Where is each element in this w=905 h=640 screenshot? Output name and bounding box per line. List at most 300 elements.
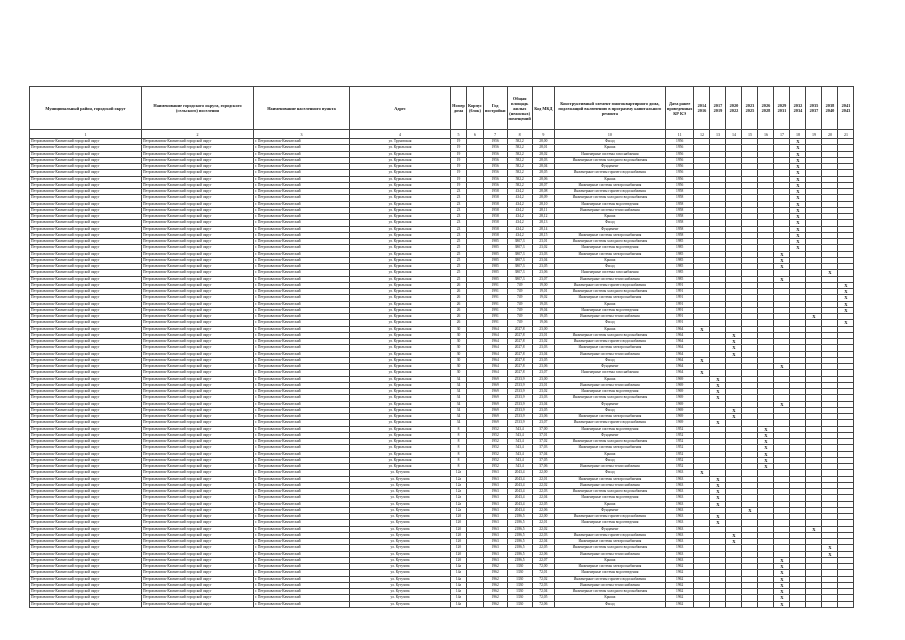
cell-house: 30 xyxy=(451,357,467,363)
cell-municipality: Петропавловск-Камчатский городской округ xyxy=(142,526,254,532)
cell-house: 34 xyxy=(451,376,467,382)
cell-element: Инженерные системы холодного водоснабжения xyxy=(554,395,665,401)
cell-period: X xyxy=(790,189,806,195)
cell-district: Петропавловск-Камчатский городской округ xyxy=(30,439,142,445)
cell-code: 37,00 xyxy=(532,426,554,432)
cell-area: 749 xyxy=(507,307,532,313)
cell-address: ул. Курильская xyxy=(350,382,451,388)
cell-district: Петропавловск-Камчатский городской округ xyxy=(30,464,142,470)
cell-locality: г. Петропавловск-Камчатский xyxy=(254,407,350,413)
cell-prior-date: 1991 xyxy=(665,320,694,326)
cell-period: X xyxy=(774,276,790,282)
cell-area: 543,4 xyxy=(507,451,532,457)
cell-house: 12б xyxy=(451,520,467,526)
cell-period: X xyxy=(838,282,854,288)
cell-house: 8 xyxy=(451,445,467,451)
cell-prior-date: 1958 xyxy=(665,232,694,238)
cell-house: 12а xyxy=(451,495,467,501)
cell-house: 30 xyxy=(451,351,467,357)
cell-municipality: Петропавловск-Камчатский городской округ xyxy=(142,257,254,263)
cell-area: 2027,8 xyxy=(507,364,532,370)
cell-period: X xyxy=(710,389,726,395)
cell-area: 3807,3 xyxy=(507,270,532,276)
cell-area: 2533,9 xyxy=(507,395,532,401)
cell-address: ул. Курильская xyxy=(350,345,451,351)
cell-element: Инженерные системы теплоснабжения xyxy=(554,382,665,388)
cell-municipality: Петропавловск-Камчатский городской округ xyxy=(142,545,254,551)
cell-municipality: Петропавловск-Камчатский городской округ xyxy=(142,326,254,332)
cell-municipality: Петропавловск-Камчатский городской округ xyxy=(142,489,254,495)
cell-prior-date: 1963 xyxy=(665,551,694,557)
cell-district: Петропавловск-Камчатский городской округ xyxy=(30,401,142,407)
cell-district: Петропавловск-Камчатский городской округ xyxy=(30,420,142,426)
cell-municipality: Петропавловск-Камчатский городской округ xyxy=(142,239,254,245)
cell-house: 14а xyxy=(451,570,467,576)
cell-house: 14а xyxy=(451,582,467,588)
cell-municipality: Петропавловск-Камчатский городской округ xyxy=(142,245,254,251)
cell-prior-date: 1956 xyxy=(665,139,694,145)
cell-locality: г. Петропавловск-Камчатский xyxy=(254,370,350,376)
cell-district: Петропавловск-Камчатский городской округ xyxy=(30,151,142,157)
cell-house: 34 xyxy=(451,382,467,388)
cell-area: 2043,4 xyxy=(507,476,532,482)
cell-element: Крыша xyxy=(554,376,665,382)
cell-house: 30 xyxy=(451,332,467,338)
cell-year: 1962 xyxy=(483,595,507,601)
cell-code: 28,09 xyxy=(532,195,554,201)
column-header: 2038 2040 xyxy=(822,87,838,130)
cell-district: Петропавловск-Камчатский городской округ xyxy=(30,164,142,170)
cell-prior-date: 1963 xyxy=(665,489,694,495)
cell-district: Петропавловск-Камчатский городской округ xyxy=(30,495,142,501)
cell-prior-date: 1962 xyxy=(665,595,694,601)
cell-element: Крыша xyxy=(554,214,665,220)
cell-address: ул. Курильская xyxy=(350,157,451,163)
cell-district: Петропавловск-Камчатский городской округ xyxy=(30,189,142,195)
cell-house: 30 xyxy=(451,339,467,345)
cell-house: 25 xyxy=(451,270,467,276)
cell-period xyxy=(790,601,806,607)
cell-period xyxy=(838,601,854,607)
cell-locality: г. Петропавловск-Камчатский xyxy=(254,264,350,270)
cell-address: ул. Курильская xyxy=(350,414,451,420)
cell-element: Инженерные системы холодного водоснабжения xyxy=(554,239,665,245)
cell-prior-date: 1964 xyxy=(665,364,694,370)
cell-prior-date: 1991 xyxy=(665,307,694,313)
cell-locality: г. Петропавловск-Камчатский xyxy=(254,451,350,457)
cell-prior-date: 1958 xyxy=(665,220,694,226)
cell-element: Фундамент xyxy=(554,507,665,513)
capital-repair-table xyxy=(29,86,854,608)
cell-year: 1956 xyxy=(483,164,507,170)
cell-year: 1991 xyxy=(483,307,507,313)
cell-prior-date: 1964 xyxy=(665,345,694,351)
cell-code: 19,02 xyxy=(532,295,554,301)
cell-district: Петропавловск-Камчатский городской округ xyxy=(30,532,142,538)
cell-prior-date: 1964 xyxy=(665,351,694,357)
cell-code: 28,08 xyxy=(532,189,554,195)
cell-element: Фасад xyxy=(554,357,665,363)
cell-element: Инженерные системы водоотведения xyxy=(554,245,665,251)
cell-municipality: Петропавловск-Камчатский городской округ xyxy=(142,270,254,276)
cell-element: Фасад xyxy=(554,470,665,476)
cell-municipality: Петропавловск-Камчатский городской округ xyxy=(142,532,254,538)
cell-locality: г. Петропавловск-Камчатский xyxy=(254,470,350,476)
cell-year: 1969 xyxy=(483,395,507,401)
cell-prior-date: 1963 xyxy=(665,514,694,520)
cell-year: 1962 xyxy=(483,589,507,595)
cell-district: Петропавловск-Камчатский городской округ xyxy=(30,482,142,488)
cell-period: X xyxy=(790,164,806,170)
cell-district: Петропавловск-Камчатский городской округ xyxy=(30,245,142,251)
cell-element: Инженерные системы теплоснабжения xyxy=(554,207,665,213)
cell-code: 72,00 xyxy=(532,564,554,570)
cell-house: 34 xyxy=(451,420,467,426)
cell-year: 1963 xyxy=(483,539,507,545)
cell-district: Петропавловск-Камчатский городской округ xyxy=(30,389,142,395)
cell-locality: г. Петропавловск-Камчатский xyxy=(254,364,350,370)
cell-municipality: Петропавловск-Камчатский городской округ xyxy=(142,182,254,188)
cell-district: Петропавловск-Камчатский городской округ xyxy=(30,357,142,363)
cell-district: Петропавловск-Камчатский городской округ xyxy=(30,251,142,257)
cell-year: 1964 xyxy=(483,370,507,376)
cell-district: Петропавловск-Камчатский городской округ xyxy=(30,457,142,463)
column-header: 2017 2019 xyxy=(710,87,726,130)
cell-year: 1964 xyxy=(483,357,507,363)
cell-area: 749 xyxy=(507,295,532,301)
cell-area: 434,2 xyxy=(507,214,532,220)
cell-address: ул. Курильская xyxy=(350,282,451,288)
cell-address: ул. Курильская xyxy=(350,207,451,213)
cell-prior-date: 1963 xyxy=(665,495,694,501)
cell-area: 3807,3 xyxy=(507,239,532,245)
cell-code: 19,05 xyxy=(532,314,554,320)
cell-house: 12б xyxy=(451,551,467,557)
cell-element: Фасад xyxy=(554,457,665,463)
cell-locality: г. Петропавловск-Камчатский xyxy=(254,495,350,501)
cell-area: 582,2 xyxy=(507,145,532,151)
cell-area: 2027,8 xyxy=(507,326,532,332)
cell-address: ул. Курильская xyxy=(350,426,451,432)
cell-area: 749 xyxy=(507,282,532,288)
cell-element: Инженерные системы электроснабжения xyxy=(554,476,665,482)
cell-area: 2186,5 xyxy=(507,557,532,563)
cell-municipality: Петропавловск-Камчатский городской округ xyxy=(142,139,254,145)
cell-area: 543,4 xyxy=(507,439,532,445)
cell-element: Инженерные системы горячего водоснабжения xyxy=(554,189,665,195)
cell-locality: г. Петропавловск-Камчатский xyxy=(254,320,350,326)
cell-locality: г. Петропавловск-Камчатский xyxy=(254,276,350,282)
cell-municipality: Петропавловск-Камчатский городской округ xyxy=(142,382,254,388)
cell-period: X xyxy=(790,157,806,163)
cell-element: Инженерные системы электроснабжения xyxy=(554,414,665,420)
cell-address: ул. Курильская xyxy=(350,245,451,251)
cell-locality: г. Петропавловск-Камчатский xyxy=(254,170,350,176)
cell-element: Инженерные системы газоснабжения xyxy=(554,151,665,157)
column-number: 20 xyxy=(822,130,838,139)
cell-house: 12б xyxy=(451,545,467,551)
cell-area: 543,4 xyxy=(507,426,532,432)
cell-locality: г. Петропавловск-Камчатский xyxy=(254,526,350,532)
cell-year: 1964 xyxy=(483,326,507,332)
cell-element: Инженерные системы электроснабжения xyxy=(554,564,665,570)
cell-year: 1985 xyxy=(483,239,507,245)
cell-prior-date: 1958 xyxy=(665,214,694,220)
cell-house: 25 xyxy=(451,245,467,251)
cell-period: X xyxy=(710,520,726,526)
cell-house: 12а xyxy=(451,501,467,507)
cell-code: 23,06 xyxy=(532,364,554,370)
cell-address: ул. Курильская xyxy=(350,307,451,313)
cell-house: 14а xyxy=(451,601,467,607)
cell-year: 1956 xyxy=(483,182,507,188)
cell-code: 19,06 xyxy=(532,320,554,326)
cell-year: 1964 xyxy=(483,332,507,338)
cell-prior-date: 1985 xyxy=(665,264,694,270)
column-header: 2035 2037 xyxy=(806,87,822,130)
cell-district: Петропавловск-Камчатский городской округ xyxy=(30,326,142,332)
cell-code: 37,04 xyxy=(532,451,554,457)
cell-address: ул. Курильская xyxy=(350,232,451,238)
cell-prior-date: 1969 xyxy=(665,382,694,388)
cell-locality: г. Петропавловск-Камчатский xyxy=(254,589,350,595)
cell-period: X xyxy=(822,270,838,276)
cell-code: 23,07 xyxy=(532,276,554,282)
cell-house: 12б xyxy=(451,514,467,520)
cell-period: X xyxy=(790,214,806,220)
cell-house: 23 xyxy=(451,214,467,220)
cell-code: 23,05 xyxy=(532,264,554,270)
cell-period: X xyxy=(822,545,838,551)
cell-municipality: Петропавловск-Камчатский городской округ xyxy=(142,570,254,576)
cell-year: 1963 xyxy=(483,476,507,482)
cell-area: 2186,5 xyxy=(507,539,532,545)
cell-house: 34 xyxy=(451,395,467,401)
cell-district: Петропавловск-Камчатский городской округ xyxy=(30,407,142,413)
cell-period: X xyxy=(822,551,838,557)
cell-municipality: Петропавловск-Камчатский городской округ xyxy=(142,264,254,270)
cell-year: 1952 xyxy=(483,445,507,451)
cell-period: X xyxy=(838,307,854,313)
cell-area: 582,2 xyxy=(507,139,532,145)
cell-year: 1964 xyxy=(483,339,507,345)
cell-locality: г. Петропавловск-Камчатский xyxy=(254,414,350,420)
cell-house: 8 xyxy=(451,464,467,470)
cell-address: ул. Курильская xyxy=(350,257,451,263)
cell-prior-date: 1962 xyxy=(665,589,694,595)
cell-year: 1991 xyxy=(483,282,507,288)
cell-area: 434,2 xyxy=(507,220,532,226)
cell-year: 1956 xyxy=(483,145,507,151)
cell-code: 28,13 xyxy=(532,220,554,226)
cell-year: 1964 xyxy=(483,364,507,370)
cell-year: 1969 xyxy=(483,414,507,420)
cell-area: 1330 xyxy=(507,589,532,595)
cell-address: ул. Курильская xyxy=(350,220,451,226)
cell-municipality: Петропавловск-Камчатский городской округ xyxy=(142,601,254,607)
column-number: 2 xyxy=(142,130,254,139)
cell-element: Инженерные системы теплоснабжения xyxy=(554,276,665,282)
cell-locality: г. Петропавловск-Камчатский xyxy=(254,395,350,401)
column-number: 14 xyxy=(726,130,742,139)
cell-area: 434,2 xyxy=(507,207,532,213)
cell-house: 25 xyxy=(451,264,467,270)
cell-period: X xyxy=(710,482,726,488)
cell-address: ул. Курильская xyxy=(350,457,451,463)
cell-area: 2043,4 xyxy=(507,470,532,476)
cell-period: X xyxy=(790,201,806,207)
cell-house: 19 xyxy=(451,176,467,182)
cell-prior-date: 1963 xyxy=(665,520,694,526)
cell-address: ул. Кутузова xyxy=(350,539,451,545)
cell-house: 14а xyxy=(451,564,467,570)
cell-municipality: Петропавловск-Камчатский городской округ xyxy=(142,170,254,176)
cell-area: 2533,9 xyxy=(507,382,532,388)
cell-district: Петропавловск-Камчатский городской округ xyxy=(30,139,142,145)
cell-district: Петропавловск-Камчатский городской округ xyxy=(30,239,142,245)
cell-municipality: Петропавловск-Камчатский городской округ xyxy=(142,157,254,163)
cell-district: Петропавловск-Камчатский городской округ xyxy=(30,257,142,263)
cell-area: 582,2 xyxy=(507,151,532,157)
cell-area: 2533,9 xyxy=(507,376,532,382)
cell-code: 23,02 xyxy=(532,245,554,251)
cell-area: 2533,9 xyxy=(507,414,532,420)
cell-period: X xyxy=(774,257,790,263)
cell-area: 2027,8 xyxy=(507,370,532,376)
cell-period: X xyxy=(726,351,742,357)
column-header: Муниципальный район, городской округ xyxy=(30,87,142,130)
cell-period xyxy=(822,601,838,607)
cell-address: ул. Кутузова xyxy=(350,520,451,526)
table-body xyxy=(30,139,854,608)
cell-prior-date: 1956 xyxy=(665,176,694,182)
column-number: 3 xyxy=(254,130,350,139)
column-header: Адрес xyxy=(350,87,451,130)
cell-area: 2186,5 xyxy=(507,514,532,520)
cell-locality: г. Петропавловск-Камчатский xyxy=(254,257,350,263)
cell-municipality: Петропавловск-Камчатский городской округ xyxy=(142,582,254,588)
cell-period xyxy=(726,601,742,607)
cell-year: 1952 xyxy=(483,457,507,463)
cell-element: Инженерные системы холодного водоснабжения xyxy=(554,489,665,495)
cell-address: ул. Курильская xyxy=(350,432,451,438)
cell-municipality: Петропавловск-Камчатский городской округ xyxy=(142,345,254,351)
cell-municipality: Петропавловск-Камчатский городской округ xyxy=(142,501,254,507)
cell-code: 19,01 xyxy=(532,289,554,295)
cell-district: Петропавловск-Камчатский городской округ xyxy=(30,182,142,188)
cell-locality: г. Петропавловск-Камчатский xyxy=(254,164,350,170)
cell-prior-date: 1985 xyxy=(665,251,694,257)
cell-locality: г. Петропавловск-Камчатский xyxy=(254,214,350,220)
cell-locality: г. Петропавловск-Камчатский xyxy=(254,339,350,345)
cell-period: X xyxy=(710,489,726,495)
cell-district: Петропавловск-Камчатский городской округ xyxy=(30,220,142,226)
cell-municipality: Петропавловск-Камчатский городской округ xyxy=(142,414,254,420)
cell-area: 3807,3 xyxy=(507,276,532,282)
cell-locality: г. Петропавловск-Камчатский xyxy=(254,382,350,388)
cell-address: ул. Курильская xyxy=(350,239,451,245)
cell-district: Петропавловск-Камчатский городской округ xyxy=(30,507,142,513)
column-number: 7 xyxy=(483,130,507,139)
cell-area: 2186,5 xyxy=(507,551,532,557)
column-number: 18 xyxy=(790,130,806,139)
cell-district: Петропавловск-Камчатский городской округ xyxy=(30,226,142,232)
cell-element: Инженерные системы водоотведения xyxy=(554,307,665,313)
cell-address: ул. Кутузова xyxy=(350,495,451,501)
cell-locality: г. Петропавловск-Камчатский xyxy=(254,226,350,232)
cell-year: 1962 xyxy=(483,564,507,570)
cell-district: Петропавловск-Камчатский городской округ xyxy=(30,382,142,388)
cell-district: Петропавловск-Камчатский городской округ xyxy=(30,589,142,595)
cell-house: 25 xyxy=(451,257,467,263)
cell-element: Фасад xyxy=(554,220,665,226)
cell-locality: г. Петропавловск-Камчатский xyxy=(254,301,350,307)
cell-element: Инженерные системы электроснабжения xyxy=(554,445,665,451)
cell-period: X xyxy=(790,195,806,201)
cell-address: ул. Кутузова xyxy=(350,507,451,513)
cell-address: ул. Курильская xyxy=(350,189,451,195)
cell-year: 1952 xyxy=(483,451,507,457)
cell-year: 1991 xyxy=(483,320,507,326)
cell-district: Петропавловск-Камчатский городской округ xyxy=(30,395,142,401)
cell-municipality: Петропавловск-Камчатский городской округ xyxy=(142,520,254,526)
cell-element: Фасад xyxy=(554,320,665,326)
cell-prior-date: 1963 xyxy=(665,476,694,482)
cell-address: ул. Курильская xyxy=(350,339,451,345)
cell-code: 23,01 xyxy=(532,382,554,388)
cell-year: 1958 xyxy=(483,214,507,220)
cell-area: 1330 xyxy=(507,595,532,601)
cell-area: 749 xyxy=(507,320,532,326)
cell-period: X xyxy=(774,251,790,257)
cell-period: X xyxy=(774,564,790,570)
cell-municipality: Петропавловск-Камчатский городской округ xyxy=(142,495,254,501)
cell-district: Петропавловск-Камчатский городской округ xyxy=(30,601,142,607)
cell-district: Петропавловск-Камчатский городской округ xyxy=(30,414,142,420)
cell-municipality: Петропавловск-Камчатский городской округ xyxy=(142,557,254,563)
cell-area: 2533,9 xyxy=(507,401,532,407)
cell-address: ул. Кутузова xyxy=(350,564,451,570)
cell-year: 1963 xyxy=(483,532,507,538)
cell-code: 23,03 xyxy=(532,345,554,351)
cell-locality: г. Петропавловск-Камчатский xyxy=(254,251,350,257)
cell-prior-date: 1964 xyxy=(665,332,694,338)
cell-period: X xyxy=(838,301,854,307)
cell-code: 28,00 xyxy=(532,139,554,145)
cell-code: 23,01 xyxy=(532,332,554,338)
cell-locality: г. Петропавловск-Камчатский xyxy=(254,270,350,276)
cell-house: 8 xyxy=(451,457,467,463)
cell-period: X xyxy=(726,345,742,351)
cell-area: 434,2 xyxy=(507,201,532,207)
cell-area: 1330 xyxy=(507,570,532,576)
cell-municipality: Петропавловск-Камчатский городской округ xyxy=(142,220,254,226)
cell-locality: г. Петропавловск-Камчатский xyxy=(254,207,350,213)
cell-area: 3807,3 xyxy=(507,264,532,270)
cell-district: Петропавловск-Камчатский городской округ xyxy=(30,576,142,582)
table-header-row xyxy=(30,87,854,130)
cell-house: 25 xyxy=(451,276,467,282)
cell-area: 2043,4 xyxy=(507,482,532,488)
cell-prior-date: 1956 xyxy=(665,151,694,157)
cell-house: 26 xyxy=(451,307,467,313)
cell-year: 1963 xyxy=(483,495,507,501)
cell-period: X xyxy=(726,407,742,413)
cell-period: X xyxy=(774,264,790,270)
cell-locality: г. Петропавловск-Камчатский xyxy=(254,601,350,607)
cell-address: ул. Курильская xyxy=(350,320,451,326)
cell-period: X xyxy=(790,226,806,232)
